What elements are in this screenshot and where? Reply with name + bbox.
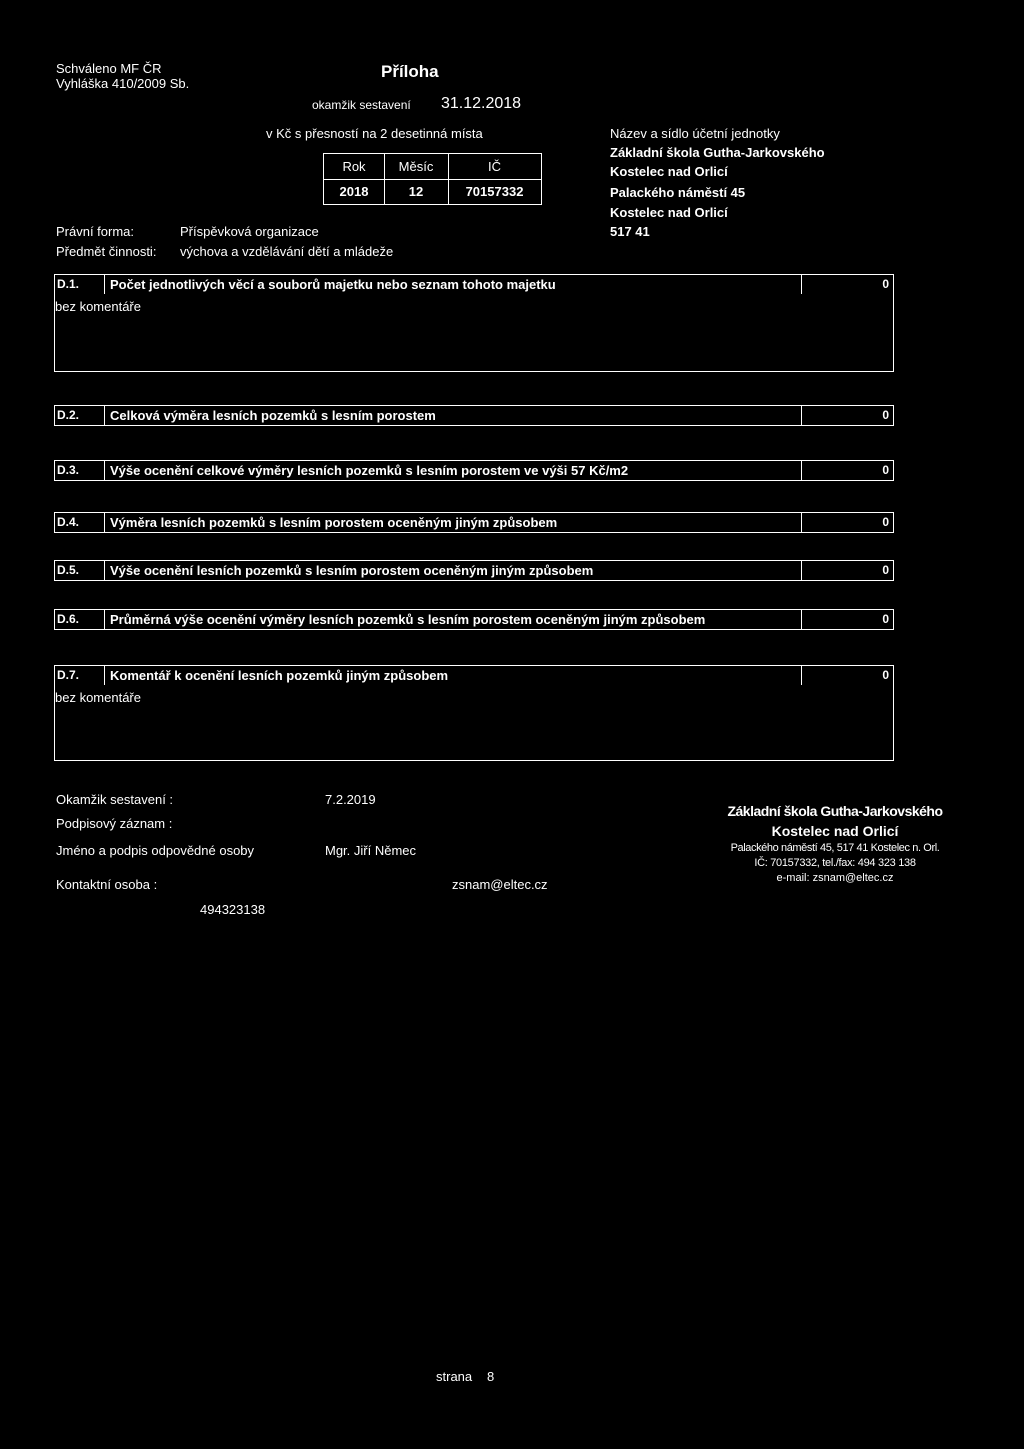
section-code: D.1.: [57, 277, 80, 291]
section-title: Počet jednotlivých věcí a souborů majetku nebo seznam tohoto majetku: [110, 277, 556, 292]
section-d7: [54, 665, 894, 761]
section-d1: [54, 274, 894, 372]
year-header: Rok: [342, 159, 366, 174]
section-title: Výše ocenění lesních pozemků s lesním porostem oceněným jiným způsobem: [110, 563, 594, 578]
section-title: Výměra lesních pozemků s lesním porostem oceněným jiným způsobem: [110, 515, 558, 530]
section-d4: [54, 512, 894, 533]
approval-line-2: Vyhláška 410/2009 Sb.: [56, 76, 190, 91]
section-comment: bez komentáře: [55, 690, 141, 705]
section-value: 0: [882, 515, 889, 529]
year-value: 2018: [339, 184, 369, 199]
contact-email: zsnam@eltec.cz: [452, 877, 548, 892]
signature-label: Podpisový záznam :: [56, 816, 173, 831]
section-value: 0: [882, 563, 889, 577]
page-number: 8: [487, 1369, 495, 1384]
section-title: Komentář k ocenění lesních pozemků jiným způsobem: [110, 668, 449, 683]
approval-line-1: Schváleno MF ČR: [56, 61, 162, 76]
id-value: 70157332: [465, 184, 524, 199]
activity-value: výchova a vzdělávání dětí a mládeže: [180, 244, 394, 259]
footer-compiled-label: Okamžik sestavení :: [56, 792, 174, 807]
compiled-label: okamžik sestavení: [312, 98, 411, 112]
activity-label: Předmět činnosti:: [56, 244, 157, 259]
section-value: 0: [882, 668, 889, 682]
id-header: IČ: [488, 159, 501, 174]
section-code: D.3.: [57, 463, 80, 477]
stamp-line-4: IČ: 70157332, tel./fax: 494 323 138: [754, 857, 916, 869]
month-value: 12: [408, 184, 424, 199]
month-header: Měsíc: [398, 159, 434, 174]
section-d6: [54, 609, 894, 630]
section-value: 0: [882, 277, 889, 291]
section-d3: [54, 460, 894, 481]
section-code: D.4.: [57, 515, 80, 529]
stamp-line-2: Kostelec nad Orlicí: [771, 823, 899, 839]
period-table: [323, 153, 542, 205]
section-value: 0: [882, 612, 889, 626]
entity-heading: Název a sídlo účetní jednotky: [610, 126, 780, 141]
stamp-line-1: Základní škola Gutha-Jarkovského: [727, 803, 943, 819]
section-code: D.7.: [57, 668, 80, 682]
section-title: Celková výměra lesních pozemků s lesním porostem: [110, 408, 436, 423]
entity-street: Palackého náměstí 45: [610, 185, 746, 200]
footer-compiled-value: 7.2.2019: [325, 792, 376, 807]
entity-city-2: Kostelec nad Orlicí: [610, 205, 728, 220]
section-title: Výše ocenění celkové výměry lesních pozemků s lesním porostem ve výši 57 Kč/m2: [110, 463, 629, 478]
section-comment: bez komentáře: [55, 299, 141, 314]
section-value: 0: [882, 463, 889, 477]
section-code: D.5.: [57, 563, 80, 577]
stamp-line-3: Palackého náměstí 45, 517 41 Kostelec n. Orl.: [730, 842, 940, 854]
section-code: D.2.: [57, 408, 80, 422]
entity-city: Kostelec nad Orlicí: [610, 164, 728, 179]
entity-zip: 517 41: [610, 224, 650, 239]
contact-phone: 494323138: [200, 902, 266, 917]
section-d2: [54, 405, 894, 426]
section-value: 0: [882, 408, 889, 422]
currency-note: v Kč s přesností na 2 desetinná místa: [266, 126, 483, 141]
legal-form-value: Příspěvková organizace: [180, 224, 319, 239]
section-d5: [54, 560, 894, 581]
page-title: Příloha: [381, 62, 439, 81]
legal-form-label: Právní forma:: [56, 224, 135, 239]
contact-label: Kontaktní osoba :: [56, 877, 158, 892]
responsible-label: Jméno a podpis odpovědné osoby: [56, 843, 255, 858]
entity-name: Základní škola Gutha-Jarkovského: [610, 145, 825, 160]
stamp-line-5: e-mail: zsnam@eltec.cz: [776, 872, 894, 884]
page-label: strana: [436, 1369, 473, 1384]
section-code: D.6.: [57, 612, 80, 626]
section-title: Průměrná výše ocenění výměry lesních pozemků s lesním porostem oceněným jiným způsobem: [110, 612, 706, 627]
compiled-date: 31.12.2018: [441, 95, 522, 112]
responsible-value: Mgr. Jiří Němec: [325, 843, 417, 858]
